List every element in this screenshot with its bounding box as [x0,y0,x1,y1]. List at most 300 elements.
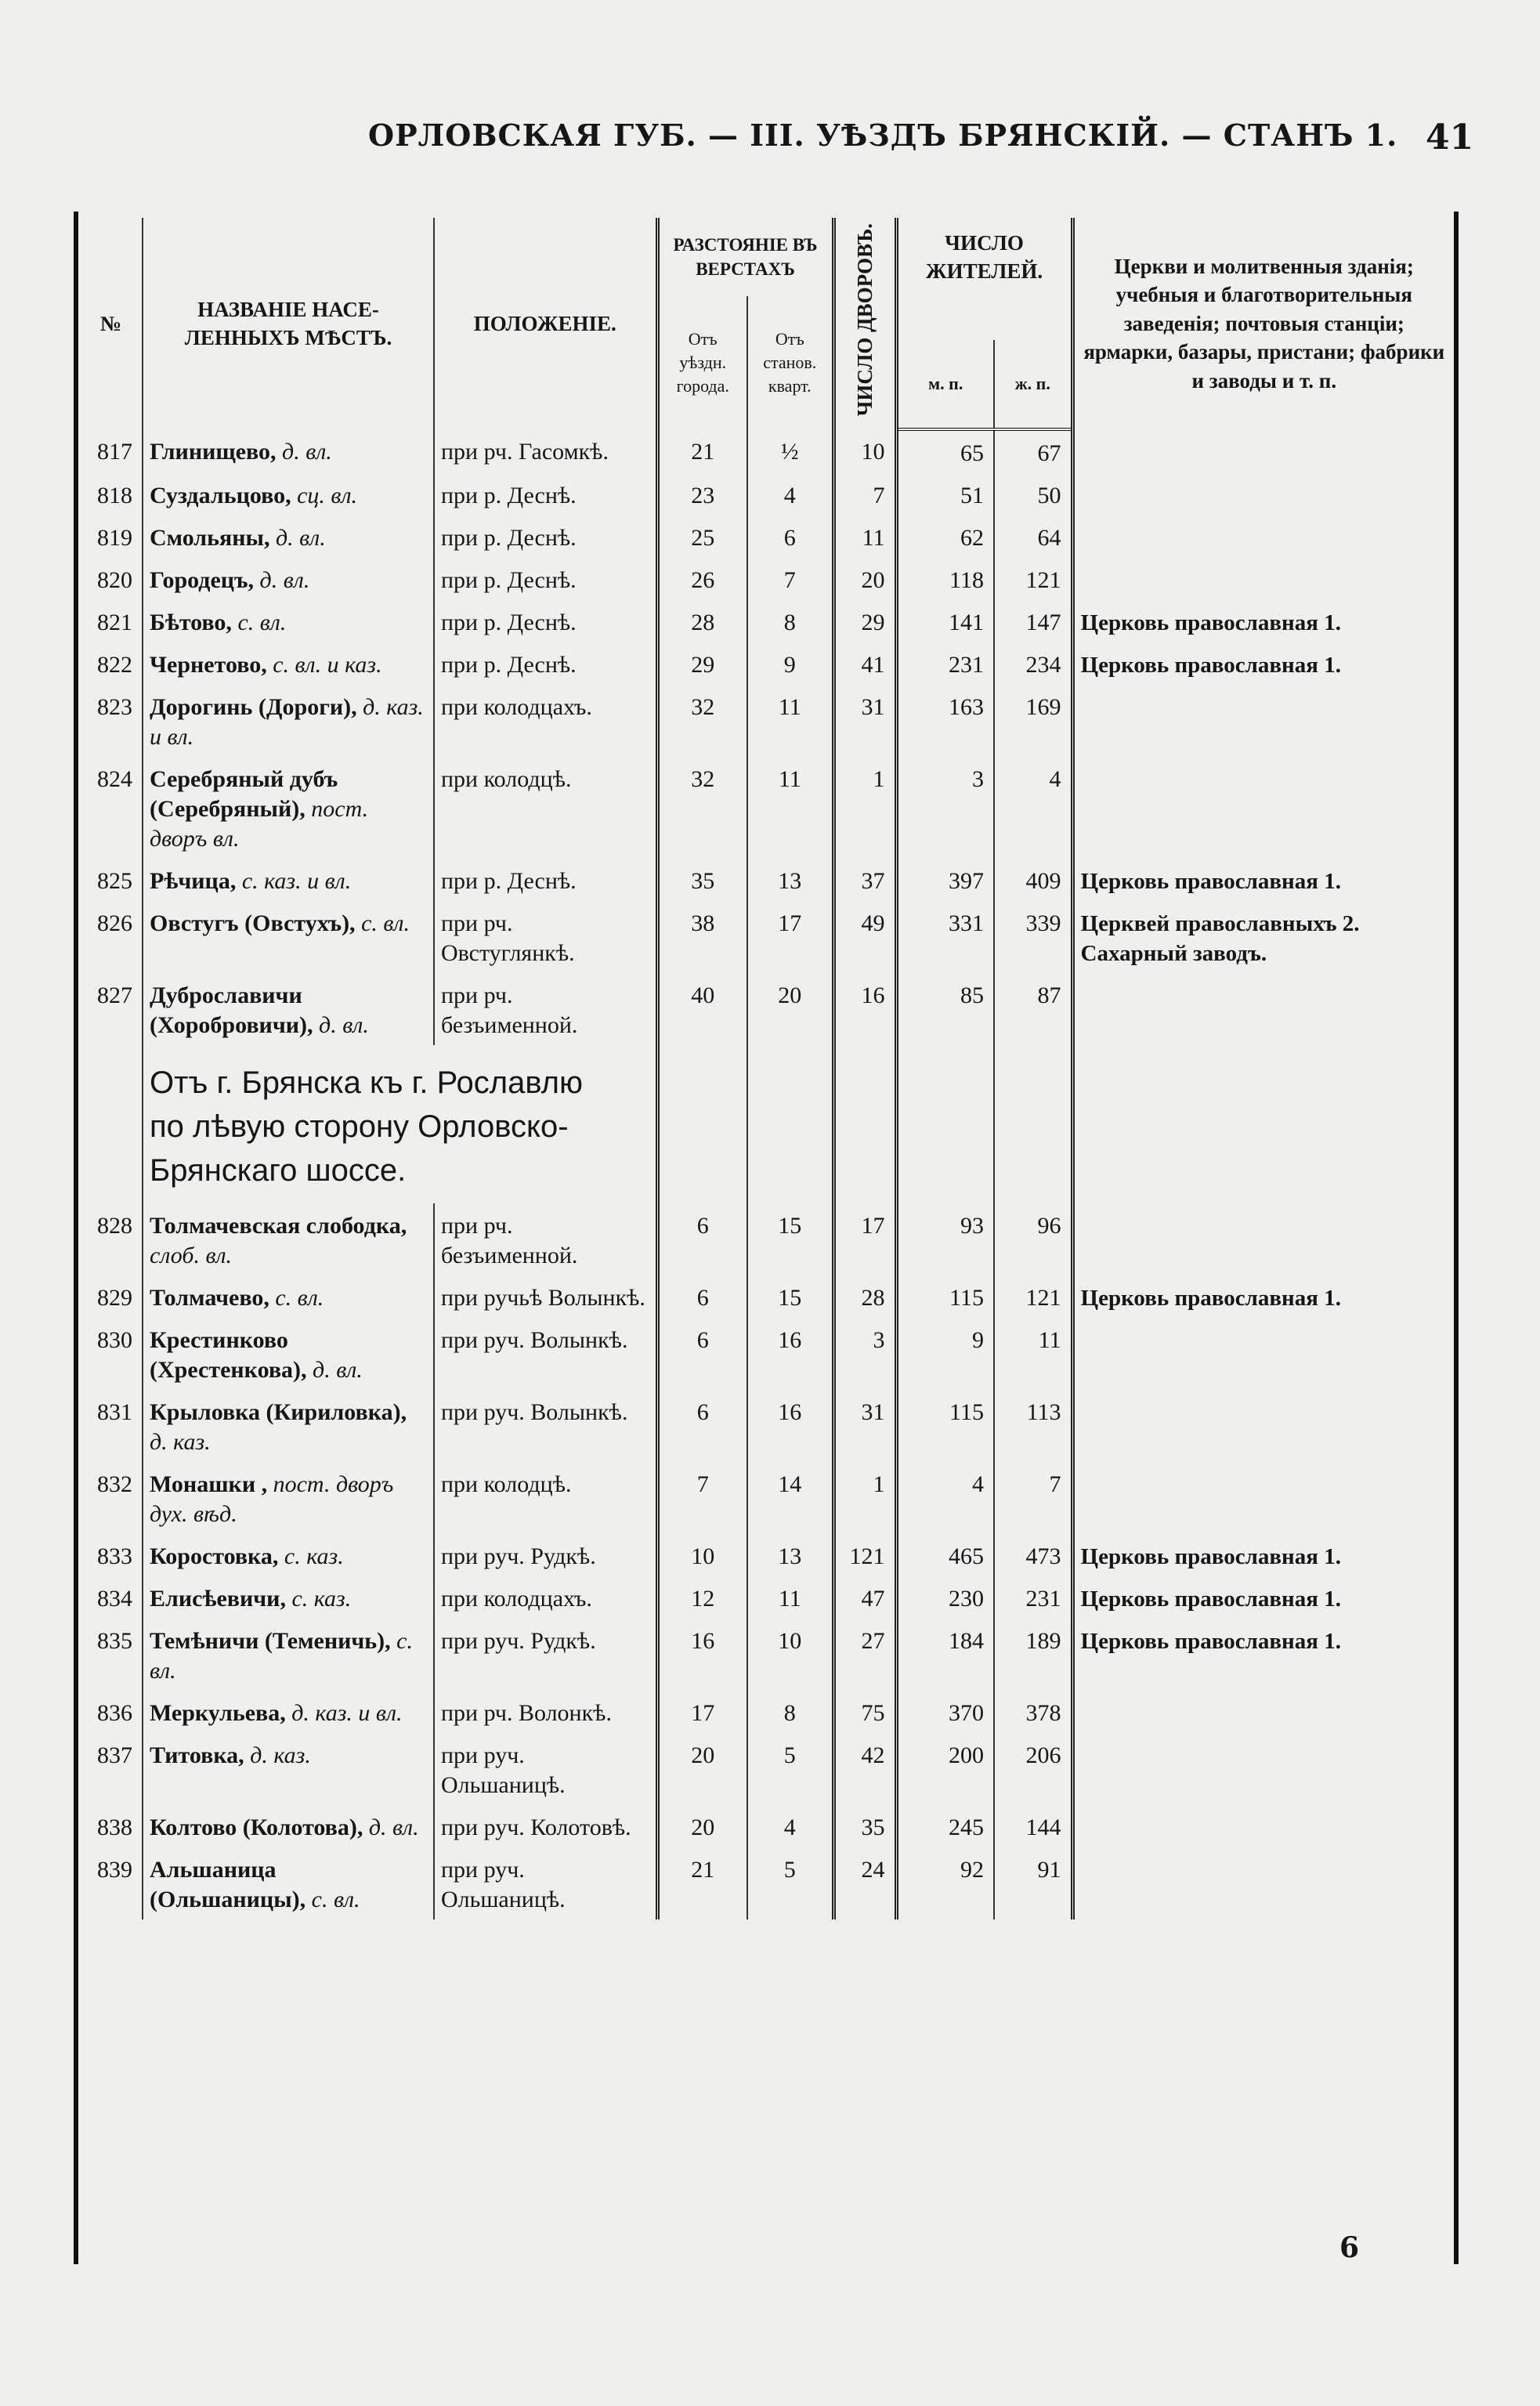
households-count: 75 [833,1691,896,1733]
distance-city: 32 [657,757,747,859]
settlement-type: с. вл. [311,1887,360,1912]
settlement-position: при руч. Волынкѣ. [434,1318,657,1390]
row-number: 838 [97,1814,132,1840]
table-row [80,516,1454,558]
distance-station: 11 [747,757,833,859]
settlement-name [143,1318,434,1390]
households-count: 29 [833,600,896,642]
settlement-position: при р. Деснѣ. [434,600,657,642]
settlement-title: Темѣничи (Теменичь), [150,1628,391,1654]
col-no-header: № [99,311,122,335]
row-number: 833 [97,1543,132,1569]
notes-cell [1072,1203,1454,1275]
settlement-type: с. вл. [275,1285,324,1311]
col-distance-group-header: РАЗСТОЯНІЕ ВЪ ВЕРСТАХЪ [657,218,833,296]
row-number: 836 [97,1700,132,1726]
settlement-name [143,642,434,685]
households-count: 31 [833,1390,896,1462]
settlement-title: Чернетово, [150,652,267,678]
settlement-title: Городецъ, [150,567,255,593]
distance-station: 5 [747,1847,833,1919]
settlement-type: слоб. вл. [150,1243,233,1268]
col-distance-station-header: Отъ станов. кварт. [747,296,833,429]
settlement-title: Глинищево, [150,439,277,465]
table-row [80,1318,1454,1390]
settlement-name [143,1847,434,1919]
settlement-name [143,685,434,757]
notes-cell [1072,1847,1454,1919]
male-count: 230 [896,1576,994,1619]
distance-station: 11 [747,1576,833,1619]
settlement-position: при р. Деснѣ. [434,642,657,685]
settlement-name [143,1691,434,1733]
col-residents-group-header: ЧИСЛО ЖИТЕЛЕЙ. [896,218,1072,296]
settlement-position: при ручьѣ Волынкѣ. [434,1275,657,1318]
settlement-type: с. вл. [237,610,287,635]
distance-station: 8 [747,1691,833,1733]
settlement-position: при колодцѣ. [434,757,657,859]
notes-cell: Церквей православныхъ 2. Сахарный заводъ. [1072,901,1454,973]
table-body-before [80,429,1454,1045]
row-number: 832 [97,1471,132,1497]
left-border [74,212,78,2264]
households-count: 1 [833,1462,896,1534]
col-position-header: ПОЛОЖЕНІЕ. [434,218,657,429]
households-count: 28 [833,1275,896,1318]
distance-city: 20 [657,1733,747,1805]
distance-station: 5 [747,1733,833,1805]
households-count: 49 [833,901,896,973]
settlement-name [143,1462,434,1534]
settlement-name [143,429,434,473]
male-count: 85 [896,973,994,1045]
row-number: 831 [97,1399,132,1425]
households-count: 1 [833,757,896,859]
distance-city: 6 [657,1275,747,1318]
settlement-title: Толмачево, [150,1285,269,1311]
female-count: 113 [994,1390,1072,1462]
table-row [80,1534,1454,1576]
male-count: 465 [896,1534,994,1576]
distance-station: 15 [747,1203,833,1275]
col-name-header: НАЗВАНІЕ НАСЕ- ЛЕННЫХЪ МѢСТЪ. [143,218,434,429]
female-count: 7 [994,1462,1072,1534]
distance-city: 23 [657,473,747,516]
settlement-position: при руч. Ольшаницѣ. [434,1733,657,1805]
settlement-type: д. вл. [368,1814,419,1840]
male-count: 9 [896,1318,994,1390]
notes-cell [1072,1733,1454,1805]
female-count: 87 [994,973,1072,1045]
settlement-name [143,901,434,973]
table-body-after [80,1203,1454,1919]
female-count: 67 [994,429,1072,473]
notes-cell [1072,685,1454,757]
settlement-name [143,757,434,859]
female-count: 409 [994,859,1072,901]
col-distance-city-header: Отъ уѣздн. города. [657,296,747,429]
settlement-type: пост. дворъ дух. вѣд. [150,1471,394,1527]
table-row [80,757,1454,859]
col-notes-header: Церкви и молитвенныя зданія; учебныя и благотворительныя заведенія; почтовыя станціи; ярмарки, базары, пристани; фабрики и заводы и т. п. [1072,218,1454,429]
settlement-type: д. каз. и вл. [150,694,424,750]
female-count: 169 [994,685,1072,757]
settlement-name [143,1203,434,1275]
col-households-label: ЧИСЛО ДВОРОВЪ. [852,223,877,417]
row-number: 819 [97,525,132,551]
row-number: 828 [97,1213,132,1239]
settlement-name [143,1805,434,1847]
male-count: 184 [896,1619,994,1691]
settlement-title: Смольяны, [150,525,270,551]
section-heading: Отъ г. Брянска къ г. Рославлю по лѣвую сторону Орловско-Брянскаго шоссе. [143,1045,657,1203]
settlement-type: д. вл. [319,1012,369,1038]
distance-station: 13 [747,859,833,901]
notes-cell [1072,516,1454,558]
female-count: 339 [994,901,1072,973]
settlement-title: Овстугъ (Овстухъ), [150,910,356,936]
settlement-title: Крестинково (Хрестенкова), [150,1327,307,1383]
table-row [80,1462,1454,1534]
distance-station: 7 [747,558,833,600]
table-row [80,685,1454,757]
settlement-type: с. вл. [361,910,410,936]
male-count: 141 [896,600,994,642]
distance-city: 32 [657,685,747,757]
settlement-name [143,973,434,1045]
settlement-position: при рч. Волонкѣ. [434,1691,657,1733]
distance-city: 6 [657,1318,747,1390]
households-count: 17 [833,1203,896,1275]
female-count: 91 [994,1847,1072,1919]
settlement-type: д. вл. [259,567,310,593]
settlement-title: Рѣчица, [150,868,237,894]
households-count: 31 [833,685,896,757]
settlement-type: с. каз. и вл. [241,868,352,894]
female-count: 234 [994,642,1072,685]
settlement-type: с. вл. и каз. [273,652,382,678]
distance-station: 11 [747,685,833,757]
col-male-header: м. п. [896,340,994,429]
settlement-title: Меркульева, [150,1700,286,1726]
table-row [80,859,1454,901]
female-count: 473 [994,1534,1072,1576]
male-count: 93 [896,1203,994,1275]
distance-station: 6 [747,516,833,558]
male-count: 397 [896,859,994,901]
settlement-title: Крыловка (Кириловка), [150,1399,407,1425]
settlement-position: при руч. Колотовѣ. [434,1805,657,1847]
notes-cell [1072,558,1454,600]
settlement-position: при р. Деснѣ. [434,859,657,901]
distance-city: 16 [657,1619,747,1691]
settlement-type: с. каз. [284,1543,344,1569]
settlement-name [143,859,434,901]
distance-city: 26 [657,558,747,600]
distance-city: 6 [657,1203,747,1275]
settlement-title: Колтово (Колотова), [150,1814,363,1840]
table-row [80,973,1454,1045]
settlement-type: д. вл. [275,525,326,551]
male-count: 231 [896,642,994,685]
settlement-type: д. каз. [250,1742,311,1768]
settlement-position: при рч. Овстуглянкѣ. [434,901,657,973]
distance-station: 10 [747,1619,833,1691]
female-count: 231 [994,1576,1072,1619]
male-count: 370 [896,1691,994,1733]
households-count: 42 [833,1733,896,1805]
settlement-name [143,516,434,558]
notes-cell [1072,473,1454,516]
settlement-name [143,600,434,642]
households-count: 7 [833,473,896,516]
distance-station: 16 [747,1318,833,1390]
page-number: 41 [1426,118,1474,157]
distance-city: 21 [657,1847,747,1919]
settlement-title: Бѣтово, [150,610,232,635]
female-count: 121 [994,558,1072,600]
households-count: 3 [833,1318,896,1390]
settlement-position: при руч. Рудкѣ. [434,1619,657,1691]
settlement-name [143,558,434,600]
distance-city: 35 [657,859,747,901]
distance-city: 29 [657,642,747,685]
settlement-position: при р. Деснѣ. [434,558,657,600]
notes-cell [1072,1805,1454,1847]
male-count: 65 [896,429,994,473]
page-title: ОРЛОВСКАЯ ГУБ. — III. УѢЗДЪ БРЯНСКІЙ. — СТАНЪ 1. [368,118,1398,153]
households-count: 41 [833,642,896,685]
female-count: 64 [994,516,1072,558]
female-count: 96 [994,1203,1072,1275]
notes-cell: Церковь православная 1. [1072,600,1454,642]
settlement-position: при колодцахъ. [434,1576,657,1619]
settlement-title: Елисѣевичи, [150,1586,286,1612]
settlement-name [143,1390,434,1462]
row-number: 823 [97,694,132,720]
male-count: 245 [896,1805,994,1847]
households-count: 37 [833,859,896,901]
distance-station: ½ [747,429,833,473]
table-row [80,642,1454,685]
distance-station: 4 [747,473,833,516]
distance-station: 13 [747,1534,833,1576]
male-count: 4 [896,1462,994,1534]
row-number: 830 [97,1327,132,1353]
female-count: 121 [994,1275,1072,1318]
male-count: 331 [896,901,994,973]
distance-city: 17 [657,1691,747,1733]
male-count: 115 [896,1390,994,1462]
settlement-name [143,473,434,516]
male-count: 51 [896,473,994,516]
row-number: 827 [97,982,132,1008]
settlement-position: при колодцахъ. [434,685,657,757]
row-number: 839 [97,1857,132,1883]
table-row [80,1805,1454,1847]
settlement-type: с. вл. [150,1628,413,1684]
notes-cell [1072,1691,1454,1733]
households-count: 16 [833,973,896,1045]
right-border [1454,212,1459,2264]
settlement-title: Суздальцово, [150,483,291,508]
settlement-name [143,1275,434,1318]
settlement-title: Монашки , [150,1471,268,1497]
households-count: 27 [833,1619,896,1691]
notes-cell: Церковь православная 1. [1072,859,1454,901]
settlements-table [80,218,1454,1919]
notes-cell [1072,429,1454,473]
households-count: 47 [833,1576,896,1619]
households-count: 11 [833,516,896,558]
row-number: 824 [97,766,132,792]
distance-city: 7 [657,1462,747,1534]
settlement-type: д. каз. и вл. [291,1700,403,1726]
notes-cell: Церковь православная 1. [1072,1576,1454,1619]
settlement-name [143,1576,434,1619]
female-count: 4 [994,757,1072,859]
col-female-header: ж. п. [994,340,1072,429]
table-row [80,1691,1454,1733]
row-number: 835 [97,1628,132,1654]
row-number: 820 [97,567,132,593]
distance-station: 14 [747,1462,833,1534]
settlement-position: при руч. Ольшаницѣ. [434,1847,657,1919]
distance-city: 28 [657,600,747,642]
settlement-name [143,1534,434,1576]
table-row [80,600,1454,642]
male-count: 115 [896,1275,994,1318]
settlement-type: пост. дворъ вл. [150,796,369,852]
notes-cell [1072,757,1454,859]
row-number: 825 [97,868,132,894]
male-count: 200 [896,1733,994,1805]
settlement-title: Титовка, [150,1742,244,1768]
settlement-position: при р. Деснѣ. [434,473,657,516]
distance-station: 4 [747,1805,833,1847]
distance-station: 15 [747,1275,833,1318]
distance-city: 25 [657,516,747,558]
table-row [80,558,1454,600]
table-row [80,1576,1454,1619]
notes-cell: Церковь православная 1. [1072,1275,1454,1318]
male-count: 118 [896,558,994,600]
notes-cell: Церковь православная 1. [1072,642,1454,685]
distance-city: 20 [657,1805,747,1847]
notes-cell: Церковь православная 1. [1072,1619,1454,1691]
households-count: 10 [833,429,896,473]
households-count: 20 [833,558,896,600]
settlement-position: при руч. Рудкѣ. [434,1534,657,1576]
settlement-name [143,1619,434,1691]
section-block [80,1045,1454,1203]
settlement-position: при р. Деснѣ. [434,516,657,558]
col-households-header [833,218,896,429]
table-row [80,901,1454,973]
distance-city: 10 [657,1534,747,1576]
settlement-position: при руч. Волынкѣ. [434,1390,657,1462]
distance-city: 38 [657,901,747,973]
residents-spacer [896,296,1072,340]
notes-cell [1072,1318,1454,1390]
table-row [80,473,1454,516]
female-count: 50 [994,473,1072,516]
row-number: 821 [97,610,132,635]
table-row [80,429,1454,473]
distance-city: 40 [657,973,747,1045]
row-number: 837 [97,1742,132,1768]
table-row [80,1733,1454,1805]
settlement-position: при рч. безъименной. [434,973,657,1045]
distance-city: 6 [657,1390,747,1462]
male-count: 62 [896,516,994,558]
notes-cell [1072,973,1454,1045]
settlement-title: Коростовка, [150,1543,279,1569]
notes-cell: Церковь православная 1. [1072,1534,1454,1576]
table-row [80,1847,1454,1919]
settlement-position: при рч. безъименной. [434,1203,657,1275]
settlement-position: при колодцѣ. [434,1462,657,1534]
male-count: 163 [896,685,994,757]
distance-station: 17 [747,901,833,973]
settlement-type: д. каз. [150,1429,211,1455]
settlement-type: д. вл. [282,439,332,465]
female-count: 189 [994,1619,1072,1691]
male-count: 92 [896,1847,994,1919]
distance-station: 8 [747,600,833,642]
row-number: 818 [97,483,132,508]
table-header [80,218,1454,429]
households-count: 121 [833,1534,896,1576]
female-count: 206 [994,1733,1072,1805]
settlement-title: Толмачевская слободка, [150,1213,407,1239]
settlement-title: Дуброславичи (Хоробровичи), [150,982,313,1038]
households-count: 24 [833,1847,896,1919]
settlement-title: Дорогинь (Дороги), [150,694,357,720]
settlement-name [143,1733,434,1805]
distance-city: 12 [657,1576,747,1619]
distance-station: 16 [747,1390,833,1462]
row-number: 817 [97,439,132,465]
settlement-position: при рч. Гасомкѣ. [434,429,657,473]
settlement-title: Серебряный дубъ (Серебряный), [150,766,338,822]
distance-station: 9 [747,642,833,685]
row-number: 826 [97,910,132,936]
notes-cell [1072,1462,1454,1534]
settlement-type: с. каз. [291,1586,352,1612]
settlement-title: Альшаница (Ольшаницы), [150,1857,306,1912]
row-number: 829 [97,1285,132,1311]
page-header [0,118,1540,172]
table-row [80,1619,1454,1691]
distance-city: 21 [657,429,747,473]
table-row [80,1275,1454,1318]
households-count: 35 [833,1805,896,1847]
signature-mark: 6 [1339,2231,1360,2264]
notes-cell [1072,1390,1454,1462]
settlement-type: сц. вл. [297,483,358,508]
female-count: 147 [994,600,1072,642]
settlement-type: д. вл. [313,1357,363,1383]
row-number: 822 [97,652,132,678]
female-count: 378 [994,1691,1072,1733]
row-number: 834 [97,1586,132,1612]
distance-station: 20 [747,973,833,1045]
table-row [80,1390,1454,1462]
table-row [80,1203,1454,1275]
female-count: 11 [994,1318,1072,1390]
female-count: 144 [994,1805,1072,1847]
